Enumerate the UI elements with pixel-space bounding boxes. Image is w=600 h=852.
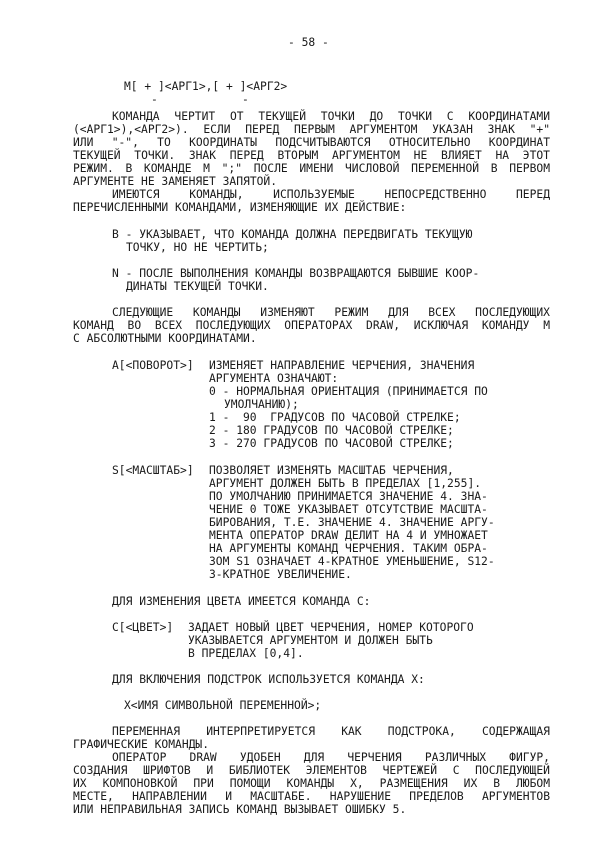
paragraph-line: ИХ КОМПОНОВКОЙ ПРИ ПОМОЩИ КОМАНДЫ X, РАЗМЕЩЕНИЯ ИХ В ЛЮБОМ — [73, 777, 550, 790]
s-command-line: ЧЕНИЕ 0 ТОЖЕ УКАЗЫВАЕТ ОТСУТСТВИЕ МАСШТА- — [209, 503, 488, 516]
paragraph-line: С АБСОЛЮТНЫМИ КООРДИНАТАМИ. — [73, 332, 257, 345]
a-command-line: 2 - 180 ГРАДУСОВ ПО ЧАСОВОЙ СТРЕЛКЕ; — [209, 424, 454, 437]
syntax-minus-2: - — [242, 93, 249, 106]
a-command-line: 3 - 270 ГРАДУСОВ ПО ЧАСОВОЙ СТРЕЛКЕ; — [209, 437, 454, 450]
paragraph-line: СОЗДАНИЯ ШРИФТОВ И БИБЛИОТЕК ЭЛЕМЕНТОВ ЧЕРТЕЖЕЙ С ПОСЛЕДУЮЩЕЙ — [73, 764, 550, 777]
s-command-line: НА АРГУМЕНТЫ КОМАНД ЧЕРЧЕНИЯ. ТАКИМ ОБРА- — [209, 542, 488, 555]
a-command-line: 0 - НОРМАЛЬНАЯ ОРИЕНТАЦИЯ (ПРИНИМАЕТСЯ ПО — [209, 385, 488, 398]
s-command-line: БИРОВАНИЯ, Т.Е. ЗНАЧЕНИЕ 4. ЗНАЧЕНИЕ АРГУ- — [209, 516, 495, 529]
n-modifier-line: N - ПОСЛЕ ВЫПОЛНЕНИЯ КОМАНДЫ ВОЗВРАЩАЮТСЯ БЫВШИЕ КООР- — [112, 267, 480, 280]
paragraph-line: ДЛЯ ИЗМЕНЕНИЯ ЦВЕТА ИМЕЕТСЯ КОМАНДА С: — [112, 595, 371, 608]
s-command-line: 3-КРАТНОЕ УВЕЛИЧЕНИЕ. — [209, 568, 352, 581]
paragraph-line: ИМЕЮТСЯ КОМАНДЫ, ИСПОЛЬЗУЕМЫЕ НЕПОСРЕДСТВЕННО ПЕРЕД — [112, 188, 550, 201]
c-command-label: C[<ЦВЕТ>] — [112, 621, 174, 634]
s-command-line: АРГУМЕНТ ДОЛЖЕН БЫТЬ В ПРЕДЕЛАХ [1,255]. — [209, 477, 482, 490]
s-command-line: ПОЗВОЛЯЕТ ИЗМЕНЯТЬ МАСШТАБ ЧЕРЧЕНИЯ, — [209, 464, 454, 477]
b-modifier-line: ТОЧКУ, НО НЕ ЧЕРТИТЬ; — [126, 241, 269, 254]
paragraph-line: ПЕРЕМЕННАЯ ИНТЕРПРЕТИРУЕТСЯ КАК ПОДСТРОКА, СОДЕРЖАЩАЯ — [112, 725, 550, 738]
n-modifier-line: ДИНАТЫ ТЕКУЩЕЙ ТОЧКИ. — [126, 280, 269, 293]
s-command-line: ПО УМОЛЧАНИЮ ПРИНИМАЕТСЯ ЗНАЧЕНИЕ 4. ЗНА- — [209, 490, 488, 503]
paragraph-line: ГРАФИЧЕСКИЕ КОМАНДЫ. — [73, 738, 210, 751]
paragraph-line: КОМАНД ВО ВСЕХ ПОСЛЕДУЮЩИХ ОПЕРАТОРАХ DRAW, ИСКЛЮЧАЯ КОМАНДУ M — [73, 319, 550, 332]
a-command-line: АРГУМЕНТА ОЗНАЧАЮТ: — [209, 372, 339, 385]
page-number: - 58 - — [288, 36, 329, 49]
paragraph-line: РЕЖИМ. В КОМАНДЕ М ";" ПОСЛЕ ИМЕНИ ЧИСЛОВОЙ ПЕРЕМЕННОЙ В ПЕРВОМ — [73, 162, 550, 175]
s-command-line: МЕНТА ОПЕРАТОР DRAW ДЕЛИТ НА 4 И УМНОЖАЕТ — [209, 529, 488, 542]
paragraph-line: ТЕКУЩЕЙ ТОЧКИ. ЗНАК ПЕРЕД ВТОРЫМ АРГУМЕНТОМ НЕ ВЛИЯЕТ НА ЭТОТ — [73, 149, 550, 162]
c-command-line: УКАЗЫВАЕТСЯ АРГУМЕНТОМ И ДОЛЖЕН БЫТЬ — [188, 634, 433, 647]
paragraph-line: ИЛИ НЕПРАВИЛЬНАЯ ЗАПИСЬ КОМАНД ВЫЗЫВАЕТ ОШИБКУ 5. — [73, 803, 407, 816]
paragraph-line: МЕСТЕ, НАПРАВЛЕНИИ И МАСШТАБЕ. НАРУШЕНИЕ ПРЕДЕЛОВ АРГУМЕНТОВ — [73, 790, 550, 803]
c-command-line: ЗАДАЕТ НОВЫЙ ЦВЕТ ЧЕРЧЕНИЯ, НОМЕР КОТОРОГО — [188, 621, 474, 634]
a-command-line: 1 - 90 ГРАДУСОВ ПО ЧАСОВОЙ СТРЕЛКЕ; — [209, 411, 461, 424]
paragraph-line: ИЛИ "-", ТО КООРДИНАТЫ ПОДСЧИТЫВАЮТСЯ ОТНОСИТЕЛЬНО КООРДИНАТ — [73, 136, 550, 149]
c-command-line: В ПРЕДЕЛАХ [0,4]. — [188, 647, 304, 660]
b-modifier-line: B - УКАЗЫВАЕТ, ЧТО КОМАНДА ДОЛЖНА ПЕРЕДВИГАТЬ ТЕКУЩУЮ — [112, 228, 473, 241]
a-command-line: ИЗМЕНЯЕТ НАПРАВЛЕНИЕ ЧЕРЧЕНИЯ, ЗНАЧЕНИЯ — [209, 359, 475, 372]
a-command-label: A[<ПОВОРОТ>] — [112, 359, 194, 372]
s-command-label: S[<МАСШТАБ>] — [112, 464, 194, 477]
paragraph-line: АРГУМЕНТЕ НЕ ЗАМЕНЯЕТ ЗАПЯТОЙ. — [73, 175, 278, 188]
paragraph-line: ДЛЯ ВКЛЮЧЕНИЯ ПОДСТРОК ИСПОЛЬЗУЕТСЯ КОМАНДА X: — [112, 673, 425, 686]
paragraph-line: КОМАНДА ЧЕРТИТ ОТ ТЕКУЩЕЙ ТОЧКИ ДО ТОЧКИ С КООРДИНАТАМИ — [112, 110, 550, 123]
syntax-minus-1: - — [151, 93, 158, 106]
paragraph-line: СЛЕДУЮЩИЕ КОМАНДЫ ИЗМЕНЯЮТ РЕЖИМ ДЛЯ ВСЕХ ПОСЛЕДУЮЩИХ — [112, 306, 550, 319]
paragraph-line: ПЕРЕЧИСЛЕННЫМИ КОМАНДАМИ, ИЗМЕНЯЮЩИЕ ИХ ДЕЙСТВИЕ: — [73, 201, 407, 214]
move-command-syntax: M[ + ]<АРГ1>,[ + ]<АРГ2> — [124, 80, 288, 93]
a-command-line: УМОЛЧАНИЮ); — [224, 398, 299, 411]
x-command-syntax: X<ИМЯ СИМВОЛЬНОЙ ПЕРЕМЕННОЙ>; — [124, 699, 322, 712]
s-command-line: ЗОМ S1 ОЗНАЧАЕТ 4-КРАТНОЕ УМЕНЬШЕНИЕ, S12- — [209, 555, 495, 568]
paragraph-line: (<АРГ1>),<АРГ2>). ЕСЛИ ПЕРЕД ПЕРВЫМ АРГУМЕНТОМ УКАЗАН ЗНАК "+" — [73, 123, 550, 136]
paragraph-line: ОПЕРАТОР DRAW УДОБЕН ДЛЯ ЧЕРЧЕНИЯ РАЗЛИЧНЫХ ФИГУР, — [112, 751, 550, 764]
